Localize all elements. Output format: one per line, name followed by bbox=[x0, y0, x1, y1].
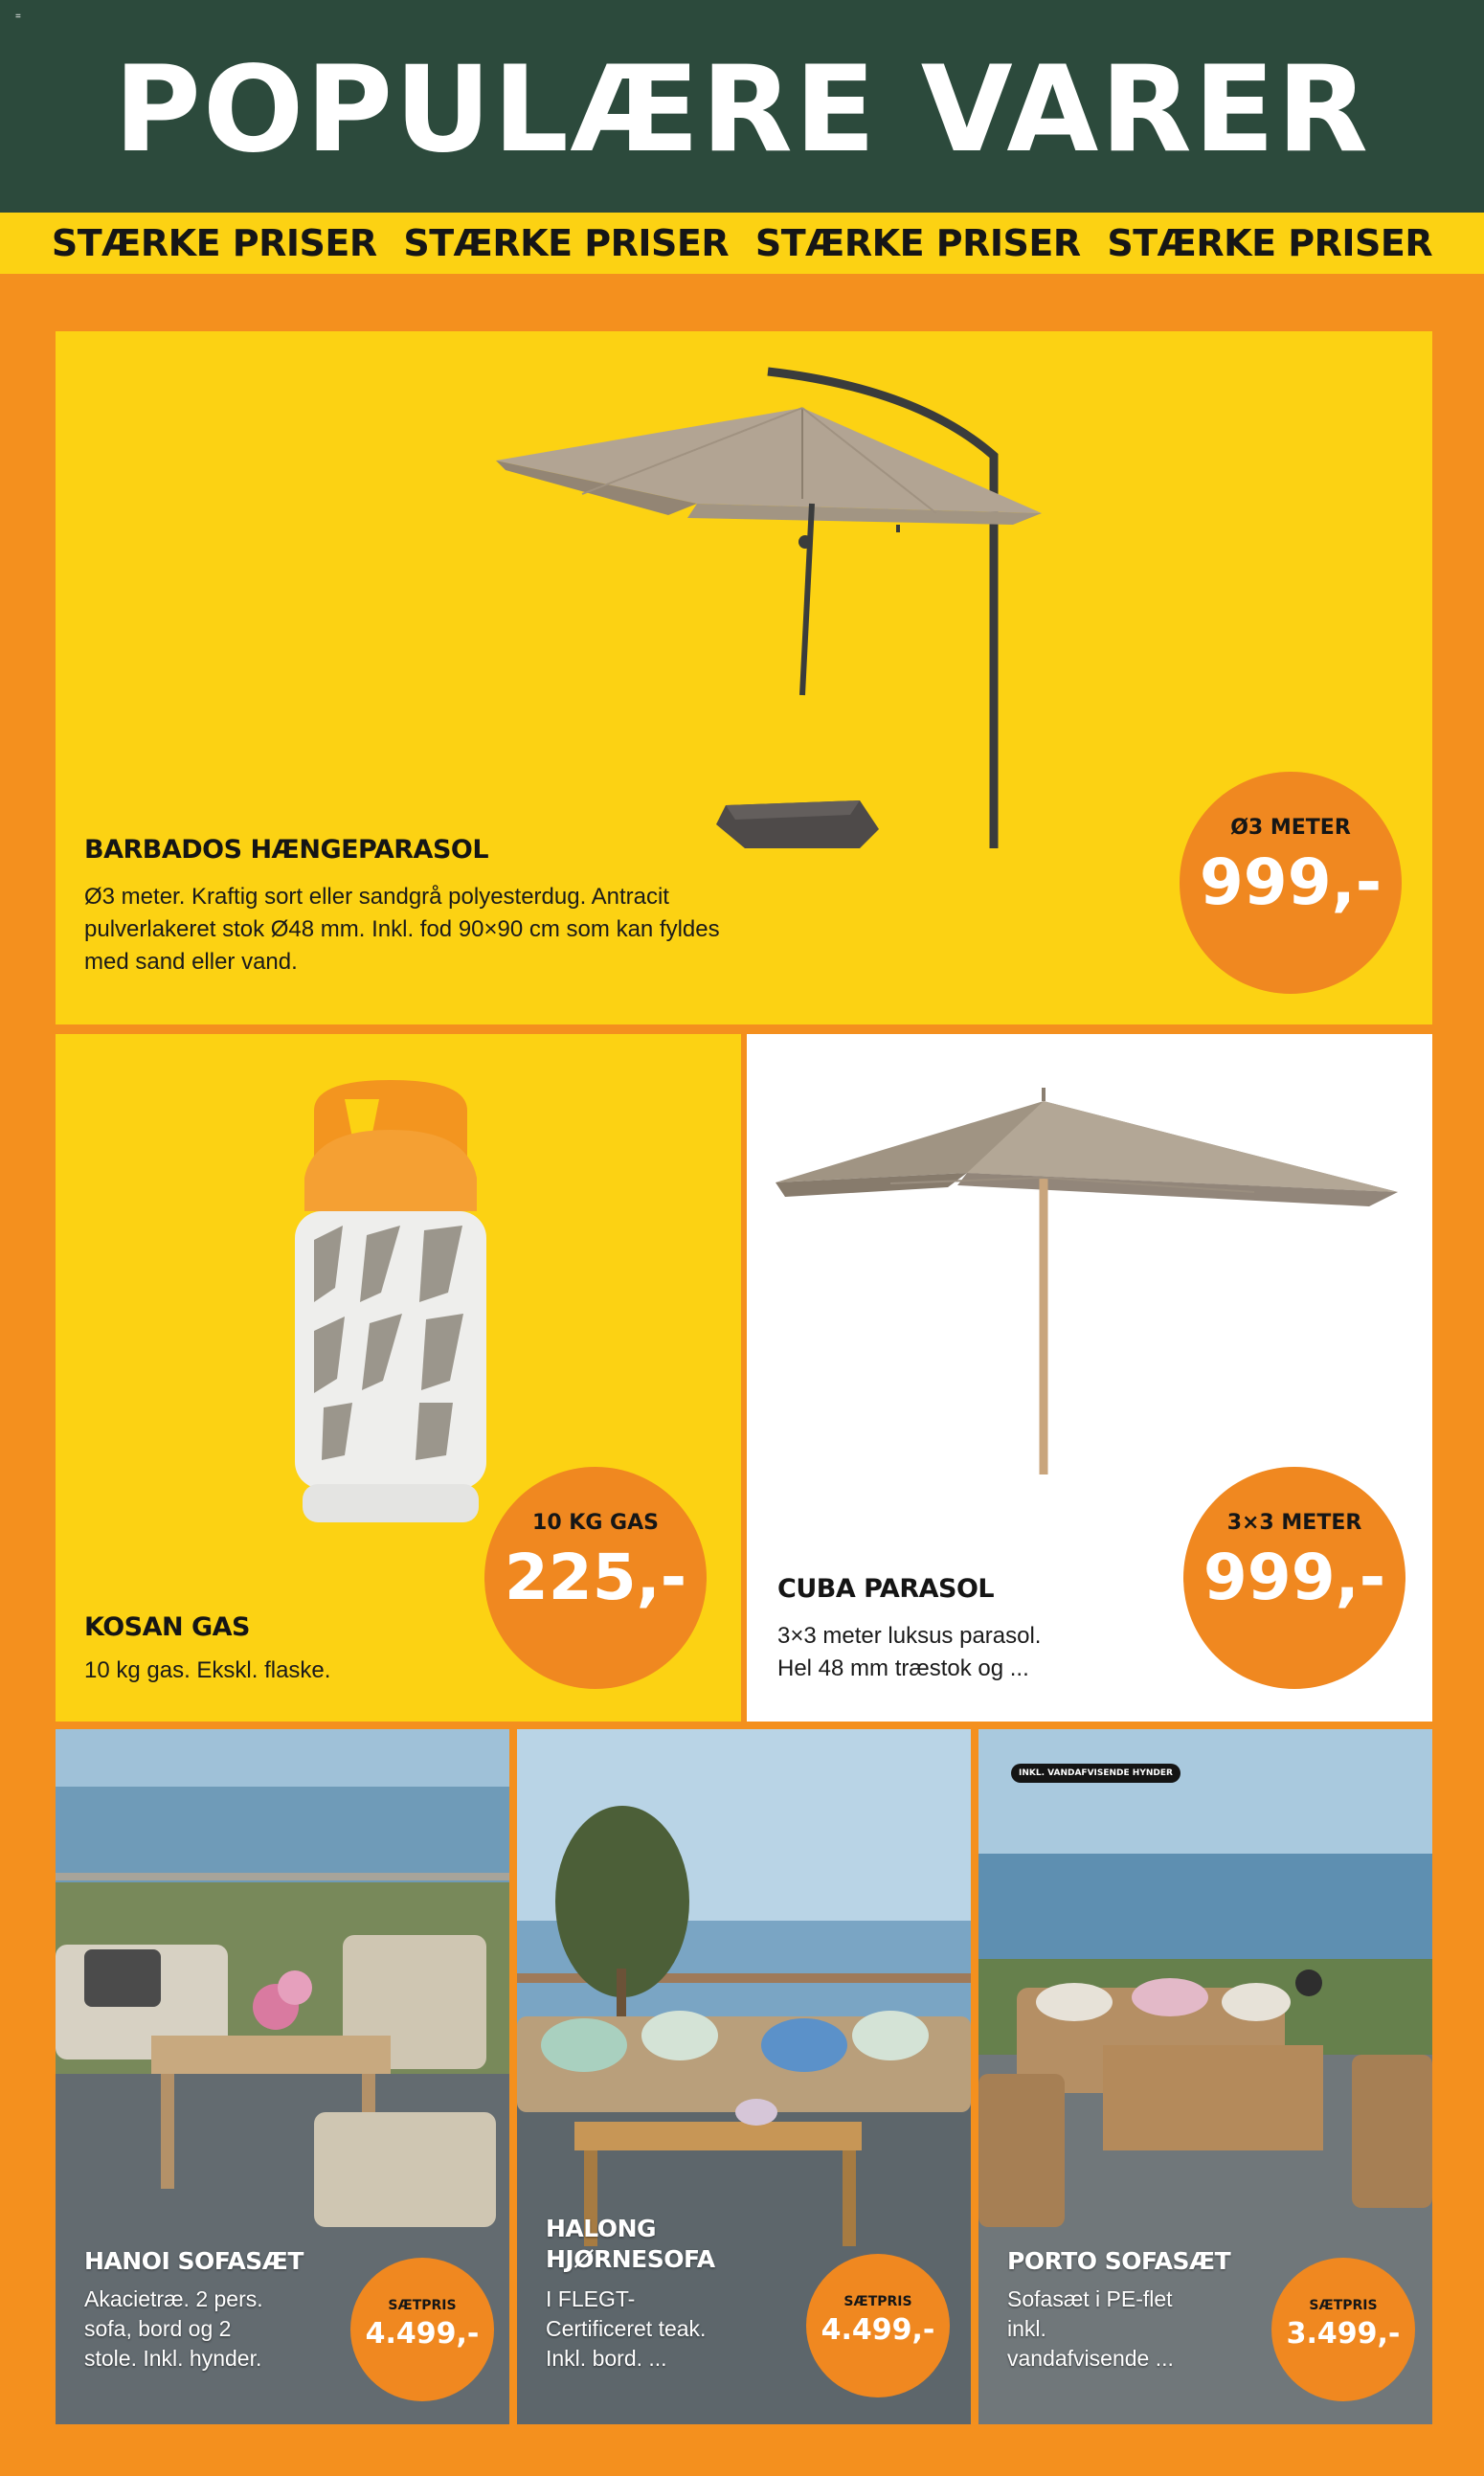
slogan-text: STÆRKE PRISER bbox=[51, 222, 377, 264]
price-badge bbox=[1271, 2258, 1415, 2401]
description-line: Certificeret teak. bbox=[546, 2316, 707, 2341]
feature-tag: INKL. VANDAFVISENDE HYNDER bbox=[1011, 1764, 1180, 1783]
product-card-halong[interactable] bbox=[517, 1729, 971, 2424]
price-badge bbox=[806, 2254, 950, 2397]
description-line: vandafvisende ... bbox=[1007, 2346, 1174, 2371]
title-line: PORTO SOFASÆT bbox=[1007, 2247, 1231, 2275]
description-line: Sofasæt i PE-flet bbox=[1007, 2286, 1173, 2311]
badge-label: SÆTPRIS bbox=[1309, 2298, 1378, 2313]
description-line: stole. Inkl. hynder. bbox=[84, 2346, 262, 2371]
description-line: Akacietræ. 2 pers. bbox=[84, 2286, 263, 2311]
badge-label: 3×3 METER bbox=[1226, 1511, 1362, 1535]
price-badge bbox=[484, 1467, 707, 1689]
slogan-text: STÆRKE PRISER bbox=[403, 222, 730, 264]
gas-bottle-image bbox=[276, 1072, 506, 1532]
title-line: HALONG bbox=[546, 2215, 657, 2242]
product-description bbox=[84, 881, 720, 979]
product-title bbox=[84, 2246, 304, 2277]
product-title: KOSAN GAS bbox=[84, 1612, 251, 1642]
description-line: inkl. bbox=[1007, 2316, 1046, 2341]
description-line: med sand eller vand. bbox=[84, 949, 298, 975]
hanging-parasol-image bbox=[438, 350, 1147, 848]
price-text: 999,- bbox=[1203, 1541, 1386, 1614]
page-title: POPULÆRE VARER bbox=[114, 41, 1370, 179]
description-line: 3×3 meter luksus parasol. bbox=[777, 1623, 1042, 1649]
product-description bbox=[84, 2285, 263, 2374]
description-line: sofa, bord og 2 bbox=[84, 2316, 232, 2341]
product-card-barbados[interactable] bbox=[56, 331, 1432, 1024]
product-title: BARBADOS HÆNGEPARASOL bbox=[84, 835, 489, 865]
price-badge bbox=[350, 2258, 494, 2401]
product-card-porto[interactable] bbox=[978, 1729, 1432, 2424]
badge-label: SÆTPRIS bbox=[843, 2294, 912, 2309]
description-line: Hel 48 mm træstok og ... bbox=[777, 1655, 1029, 1681]
description-line: pulverlakeret stok Ø48 mm. Inkl. fod 90×90 cm som kan fyldes bbox=[84, 916, 720, 942]
price-text: 999,- bbox=[1199, 845, 1383, 919]
product-title: CUBA PARASOL bbox=[777, 1574, 995, 1604]
slogan-text: STÆRKE PRISER bbox=[1107, 222, 1433, 264]
slogan-text: STÆRKE PRISER bbox=[754, 222, 1081, 264]
price-text: 4.499,- bbox=[821, 2313, 935, 2347]
corner-mark: = bbox=[15, 11, 21, 22]
badge-label: 10 KG GAS bbox=[532, 1511, 659, 1535]
product-title bbox=[1007, 2246, 1230, 2277]
description-line: I FLEGT- bbox=[546, 2286, 636, 2311]
product-card-kosan[interactable] bbox=[56, 1034, 741, 1722]
product-description bbox=[777, 1620, 1041, 1685]
title-line: HANOI SOFASÆT bbox=[84, 2247, 304, 2275]
product-description: 10 kg gas. Ekskl. flaske. bbox=[84, 1657, 331, 1683]
price-text: 225,- bbox=[504, 1541, 687, 1614]
product-card-cuba[interactable] bbox=[747, 1034, 1432, 1722]
price-badge bbox=[1180, 772, 1402, 994]
product-card-hanoi[interactable] bbox=[56, 1729, 509, 2424]
slogan-strip bbox=[0, 213, 1484, 274]
price-text: 4.499,- bbox=[365, 2317, 480, 2351]
header-banner bbox=[0, 0, 1484, 213]
description-line: Ø3 meter. Kraftig sort eller sandgrå polyesterdug. Antracit bbox=[84, 884, 669, 910]
parasol-image bbox=[776, 1063, 1407, 1503]
badge-label: SÆTPRIS bbox=[388, 2298, 457, 2313]
product-description bbox=[546, 2285, 706, 2374]
title-line: HJØRNESOFA bbox=[546, 2245, 715, 2273]
product-description bbox=[1007, 2285, 1174, 2374]
product-title bbox=[546, 2214, 715, 2275]
description-line: Inkl. bord. ... bbox=[546, 2346, 667, 2371]
price-badge bbox=[1183, 1467, 1405, 1689]
price-text: 3.499,- bbox=[1286, 2317, 1401, 2351]
badge-label: Ø3 METER bbox=[1230, 816, 1351, 840]
